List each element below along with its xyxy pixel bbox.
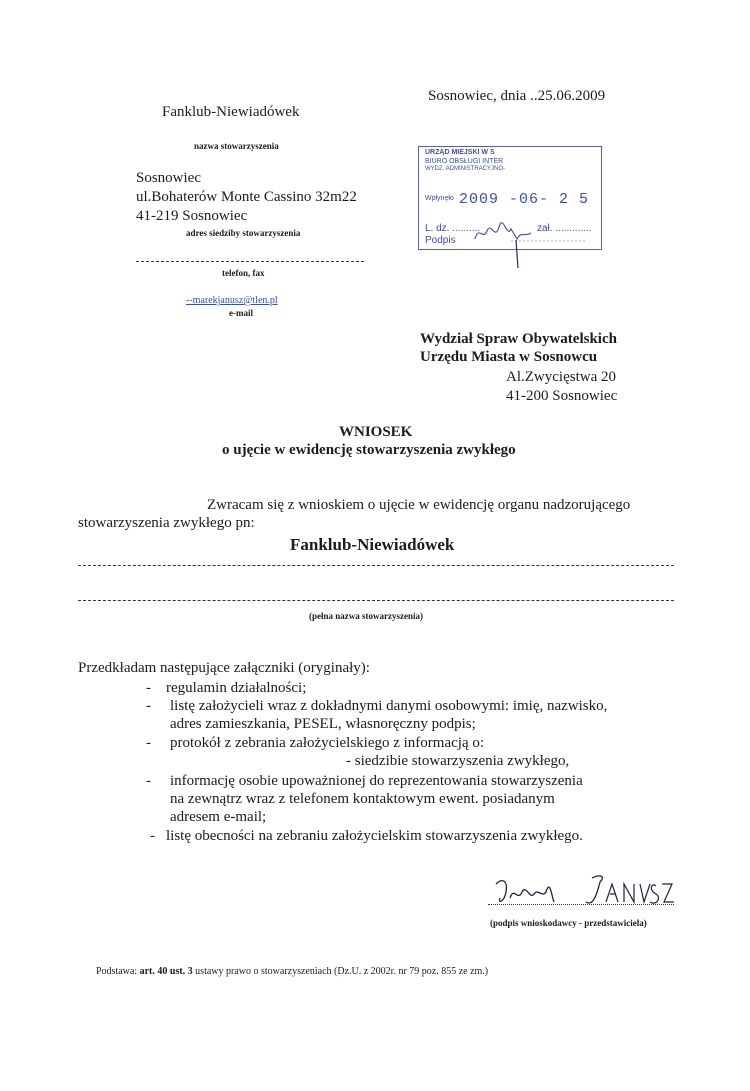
stamp-signature-tail [508,240,528,272]
handwritten-signature [488,868,678,916]
phone-caption: telefon, fax [222,268,265,278]
email-caption: e-mail [229,308,253,318]
full-name-dotted-line-2 [78,600,674,601]
attachment-item-4-cont1: na zewnątrz wraz z telefonem kontaktowym ewent. posiadanym [170,791,555,807]
attachment-item-3-sub: - siedzibie stowarzyszenia zwykłego, [346,753,570,769]
legal-basis [96,966,488,977]
stamp-received-date: 2009 -06- 2 5 [459,191,590,208]
recipient-line4: 41-200 Sosnowiec [506,388,618,404]
stamp-received-label: Wpłynęło [425,195,454,202]
stamp-line2: BIURO OBSŁUGI INTER [425,158,504,165]
association-address-line3: 41-219 Sosnowiec [136,208,248,224]
stamp-podpis-label: Podpis [425,235,456,246]
document-subtitle: o ujęcie w ewidencję stowarzyszenia zwykłego [222,442,516,458]
request-line2: stowarzyszenia zwykłego pn: [78,515,255,531]
request-line1: Zwracam się z wnioskiem o ujęcie w ewidencję organu nadzorującego [207,497,631,513]
document-title: WNIOSEK [339,424,413,440]
phone-dotted-line [136,261,364,262]
office-stamp [418,146,602,250]
place-date: Sosnowiec, dnia ..25.06.2009 [428,88,606,104]
stamp-signature-scribble [471,221,591,245]
legal-basis-rest: ustawy prawo o stowarzyszeniach (Dz.U. z 2002r. nr 79 poz. 855 ze zm.) [192,966,489,977]
stamp-zal-label: zał. ............. [537,223,592,234]
full-name-caption: (pełna nazwa stowarzyszenia) [309,611,423,621]
attachment-item-4: informację osobie upoważnionej do reprezentowania stowarzyszenia [170,773,583,789]
attachments-intro: Przedkładam następujące załączniki (oryginały): [78,660,370,676]
association-address-line1: Sosnowiec [136,170,201,186]
stamp-line3: WYDZ. ADMINISTRACYJNO- [425,166,506,172]
attachment-item-5: listę obecności na zebraniu założycielskim stowarzyszenia zwykłego. [166,828,583,844]
association-name-caption: nazwa stowarzyszenia [194,141,279,151]
association-address-line2: ul.Bohaterów Monte Cassino 32m22 [136,189,357,205]
stamp-line1: URZĄD MIEJSKI W S [425,149,495,156]
email-value[interactable]: --marekjanusz@tlen.pl [186,295,278,306]
legal-basis-prefix: Podstawa: [96,966,140,977]
list-bullet: - [146,773,151,789]
list-bullet: - [146,698,151,714]
attachment-item-3: protokół z zebrania założycielskiego z informacją o: [170,735,485,751]
attachment-item-2-cont: adres zamieszkania, PESEL, własnoręczny podpis; [170,716,476,732]
address-caption: adres siedziby stowarzyszenia [186,228,301,238]
signature-caption: (podpis wnioskodawcy - przedstawiciela) [490,918,647,928]
recipient-line3: Al.Zwycięstwa 20 [506,369,616,385]
signature-dotted-line [488,904,674,905]
full-name-dotted-line-1 [78,565,674,566]
recipient-line1: Wydział Spraw Obywatelskich [420,331,617,347]
attachment-item-1: regulamin działalności; [166,680,307,696]
list-bullet: - [150,828,155,844]
association-full-name: Fanklub-Niewiadówek [290,535,455,554]
association-name: Fanklub-Niewiadówek [162,104,300,120]
recipient-line2: Urzędu Miasta w Sosnowcu [420,349,598,365]
stamp-ld-label: L. dz. .......... [425,223,481,234]
legal-basis-article: art. 40 ust. 3 [139,966,193,977]
attachment-item-2: listę założycieli wraz z dokładnymi danymi osobowymi: imię, nazwisko, [170,698,608,714]
attachment-item-4-cont2: adresem e-mail; [170,809,267,825]
list-bullet: - [146,680,151,696]
list-bullet: - [146,735,151,751]
